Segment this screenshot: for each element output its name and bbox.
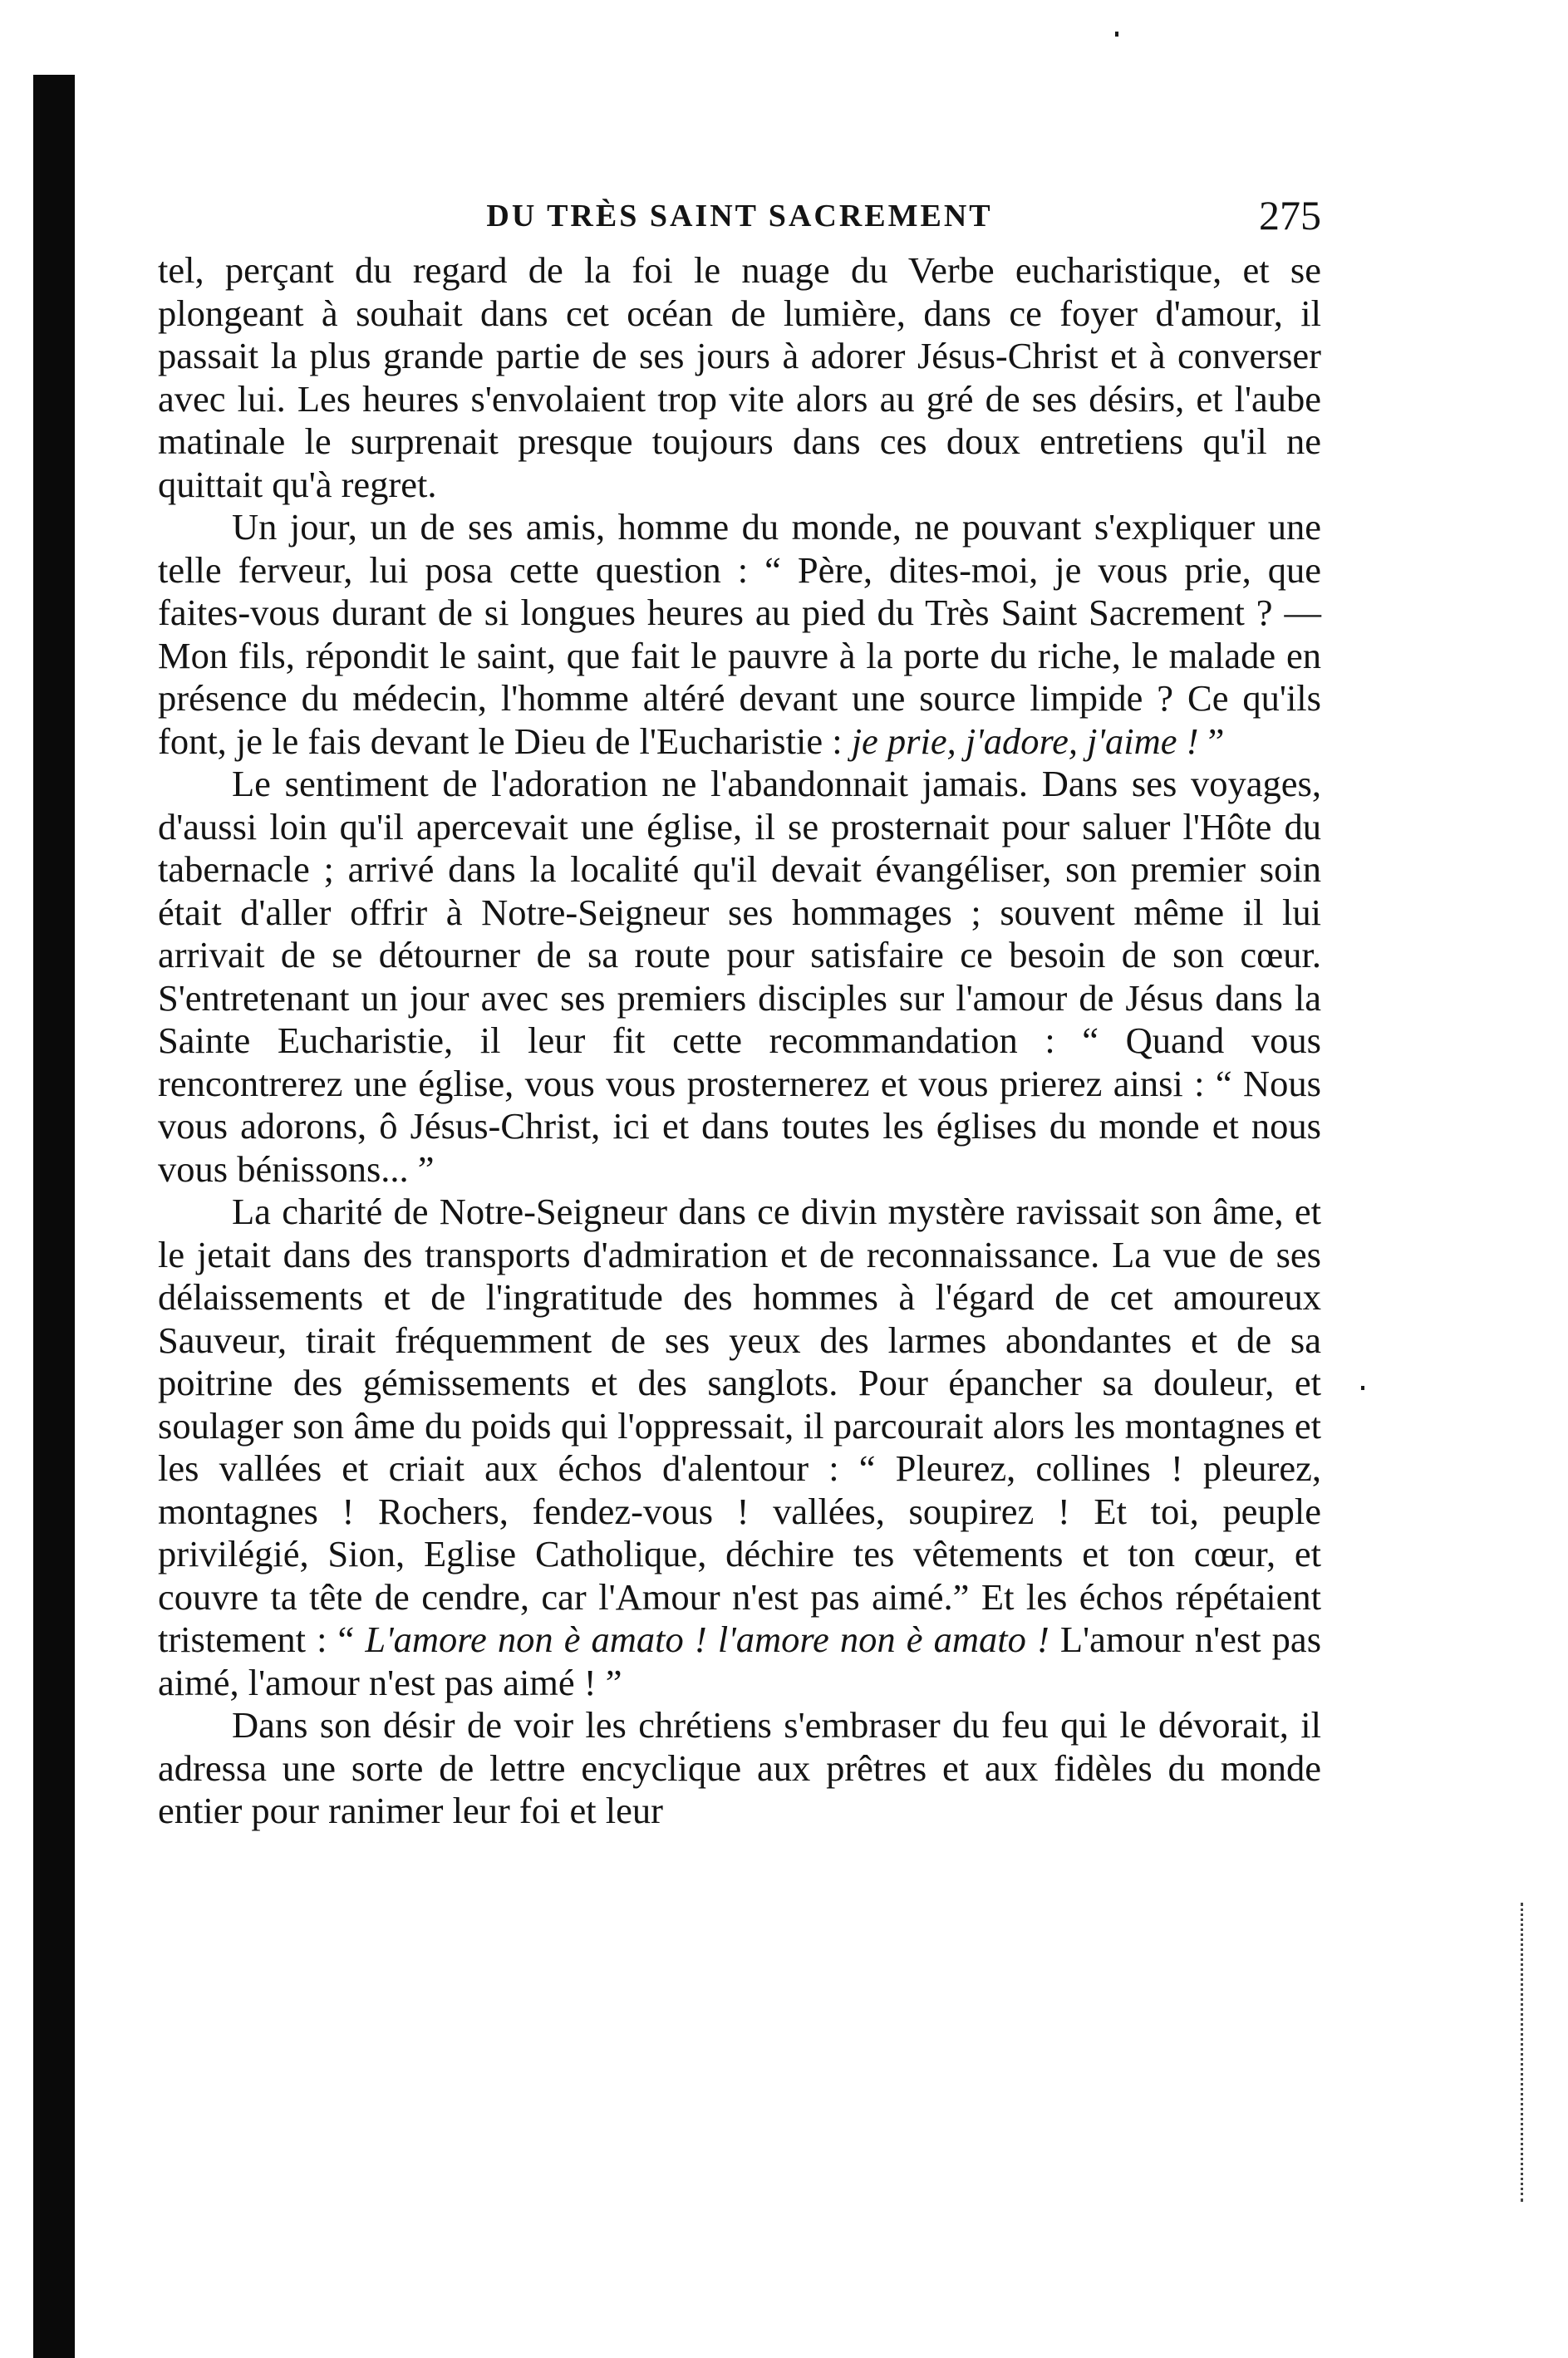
paragraph: Dans son désir de voir les chrétiens s'embraser du feu qui le dévorait, il adressa une sorte de lettre encyclique aux prêtres et aux fidèles du monde entier pour ranimer leur foi et leur xyxy=(158,1704,1321,1831)
body-text xyxy=(158,249,1321,1833)
page-edge-marks xyxy=(1521,1903,1540,2202)
paragraph: Un jour, un de ses amis, homme du monde, ne pouvant s'expliquer une telle ferveur, lui posa cette question : “ Père, dites-moi, je vous prie, que faites-vous durant de si longues heures au pied du Très Saint Sacrement ? — Mon fils, répondit le saint, que fait le pauvre à la porte du riche, le malade en présence du médecin, l'homme altéré devant une source limpide ? Ce qu'ils font, je le fais devant le Dieu de l'Eucharistie : je prie, j'adore, j'aime ! ” xyxy=(158,506,1321,762)
paragraph: tel, perçant du regard de la foi le nuage du Verbe eucharistique, et se plongeant à souhait dans cet océan de lumière, dans ce foyer d'amour, il passait la plus grande partie de ses jours à adorer Jésus-Christ et à converser avec lui. Les heures s'envolaient trop vite alors au gré de ses désirs, et l'aube matinale le surprenait presque toujours dans ces doux entretiens qu'il ne quittait qu'à regret. xyxy=(158,249,1321,505)
paragraph: La charité de Notre-Seigneur dans ce divin mystère ravissait son âme, et le jetait dans des transports d'admiration et de reconnaissance. La vue de ses délaissements et de l'ingratitude des hommes à l'égard de cet amoureux Sauveur, tirait fréquemment de ses yeux des larmes abondantes et de sa poitrine des gémissements et des sanglots. Pour épancher sa douleur, et soulager son âme du poids qui l'oppressait, il parcourait alors les montagnes et les vallées et criait aux échos d'alentour : “ Pleurez, collines ! pleurez, montagnes ! Rochers, fendez-vous ! vallées, soupirez ! Et toi, peuple privilégié, Sion, Eglise Catholique, déchire tes vêtements et ton cœur, et couvre ta tête de cendre, car l'Amour n'est pas aimé.” Et les échos répétaient tristement : “ L'amore non è amato ! l'amore non è amato ! L'amour n'est pas aimé, l'amour n'est pas aimé ! ” xyxy=(158,1191,1322,1703)
binding-shadow xyxy=(33,75,75,2358)
scan-speck xyxy=(1115,32,1118,37)
book-page xyxy=(158,191,1321,1833)
italic-quote: L'amore non è amato ! l'amore non è amato ! xyxy=(365,1619,1049,1660)
paragraph: Le sentiment de l'adoration ne l'abandonnait jamais. Dans ses voyages, d'aussi loin qu'il apercevait une église, il se prosternait pour saluer l'Hôte du tabernacle ; arrivé dans la localité qu'il devait évangéliser, son premier soin était d'aller offrir à Notre-Seigneur ses hommages ; souvent même il lui arrivait de se détourner de sa route pour satisfaire ce besoin de son cœur. S'entretenant un jour avec ses premiers disciples sur l'amour de Jésus dans la Sainte Eucharistie, il leur fit cette recommandation : “ Quand vous rencontrerez une église, vous vous prosternerez et vous prierez ainsi : “ Nous vous adorons, ô Jésus-Christ, ici et dans toutes les églises du monde et nous vous bénissons... ” xyxy=(158,763,1321,1190)
running-head xyxy=(158,191,1321,249)
running-title: DU TRÈS SAINT SACREMENT xyxy=(486,199,993,233)
italic-quote: je prie, j'adore, j'aime ! xyxy=(851,720,1199,762)
page-number: 275 xyxy=(1259,192,1321,238)
scan-speck xyxy=(1361,1386,1364,1390)
